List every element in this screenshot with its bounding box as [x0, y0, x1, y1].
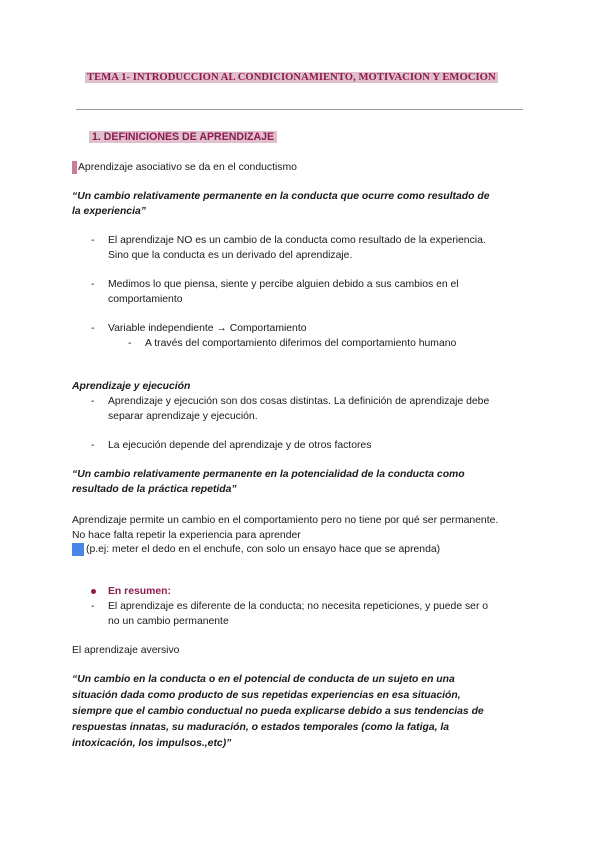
- sub-dash-bullet: -: [128, 338, 132, 349]
- blue-highlight-marker: [72, 543, 84, 556]
- dash-bullet: -: [91, 601, 95, 612]
- paragraph-line: Aprendizaje permite un cambio en el comportamiento pero no tiene por qué ser permanente.: [72, 515, 499, 526]
- dash-bullet: -: [91, 235, 95, 246]
- bullet-line: Medimos lo que piensa, siente y percibe alguien debido a sus cambios en el: [108, 279, 459, 290]
- bullet-dot-icon: [91, 589, 96, 594]
- definition-quote-line: intoxicación, los impulsos.,etc)”: [72, 738, 232, 749]
- summary-label: En resumen:: [108, 586, 171, 597]
- document-title: TEMA 1- INTRODUCCION AL CONDICIONAMIENTO, MOTIVACION Y EMOCION: [87, 72, 496, 83]
- paragraph-line: (p.ej: meter el dedo en el enchufe, con solo un ensayo hace que se aprenda): [86, 544, 441, 555]
- definition-quote-line: la experiencia”: [72, 206, 146, 217]
- definition-quote-line: “Un cambio relativamente permanente en la conducta que ocurre como resultado de: [72, 191, 490, 202]
- bullet-line: El aprendizaje es diferente de la conducta; no necesita repeticiones, y puede ser o: [108, 601, 489, 612]
- definition-quote-line: situación dada como producto de sus repetidas experiencias en esa situación,: [72, 690, 461, 701]
- definition-quote-line: “Un cambio en la conducta o en el potencial de conducta de un sujeto en una: [72, 674, 455, 685]
- definition-quote-line: “Un cambio relativamente permanente en la potencialidad de la conducta como: [72, 469, 465, 480]
- intro-associative: Aprendizaje asociativo se da en el conductismo: [78, 162, 297, 173]
- definition-quote-line: siempre que el cambio conductual no pueda explicarse debido a sus tendencias de: [72, 706, 484, 717]
- dash-bullet: -: [91, 440, 95, 451]
- section-heading: 1. DEFINICIONES DE APRENDIZAJE: [89, 131, 277, 143]
- horizontal-divider: [76, 109, 523, 110]
- bullet-line: no un cambio permanente: [108, 616, 229, 627]
- bullet-line: El aprendizaje NO es un cambio de la conducta como resultado de la experiencia.: [108, 235, 486, 246]
- subheading-aprendizaje-ejecucion: Aprendizaje y ejecución: [72, 381, 191, 392]
- bullet-line: Sino que la conducta es un derivado del aprendizaje.: [108, 250, 353, 261]
- dash-bullet: -: [91, 279, 95, 290]
- bullet-line: Variable independiente → Comportamiento: [108, 323, 307, 334]
- bullet-line: Aprendizaje y ejecución son dos cosas distintas. La definición de aprendizaje debe: [108, 396, 490, 407]
- pink-highlight-marker: [72, 161, 77, 174]
- bullet-line: separar aprendizaje y ejecución.: [108, 411, 258, 422]
- definition-quote-line: respuestas innatas, su maduración, o estados temporales (como la fatiga, la: [72, 722, 450, 733]
- bullet-line: La ejecución depende del aprendizaje y de otros factores: [108, 440, 372, 451]
- sub-bullet-line: A través del comportamiento diferimos del comportamiento humano: [145, 338, 457, 349]
- definition-quote-line: resultado de la práctica repetida”: [72, 484, 237, 495]
- bullet-line: comportamiento: [108, 294, 183, 305]
- paragraph-line: No hace falta repetir la experiencia para aprender: [72, 530, 301, 541]
- dash-bullet: -: [91, 396, 95, 407]
- intro-aversive: El aprendizaje aversivo: [72, 645, 180, 656]
- dash-bullet: -: [91, 323, 95, 334]
